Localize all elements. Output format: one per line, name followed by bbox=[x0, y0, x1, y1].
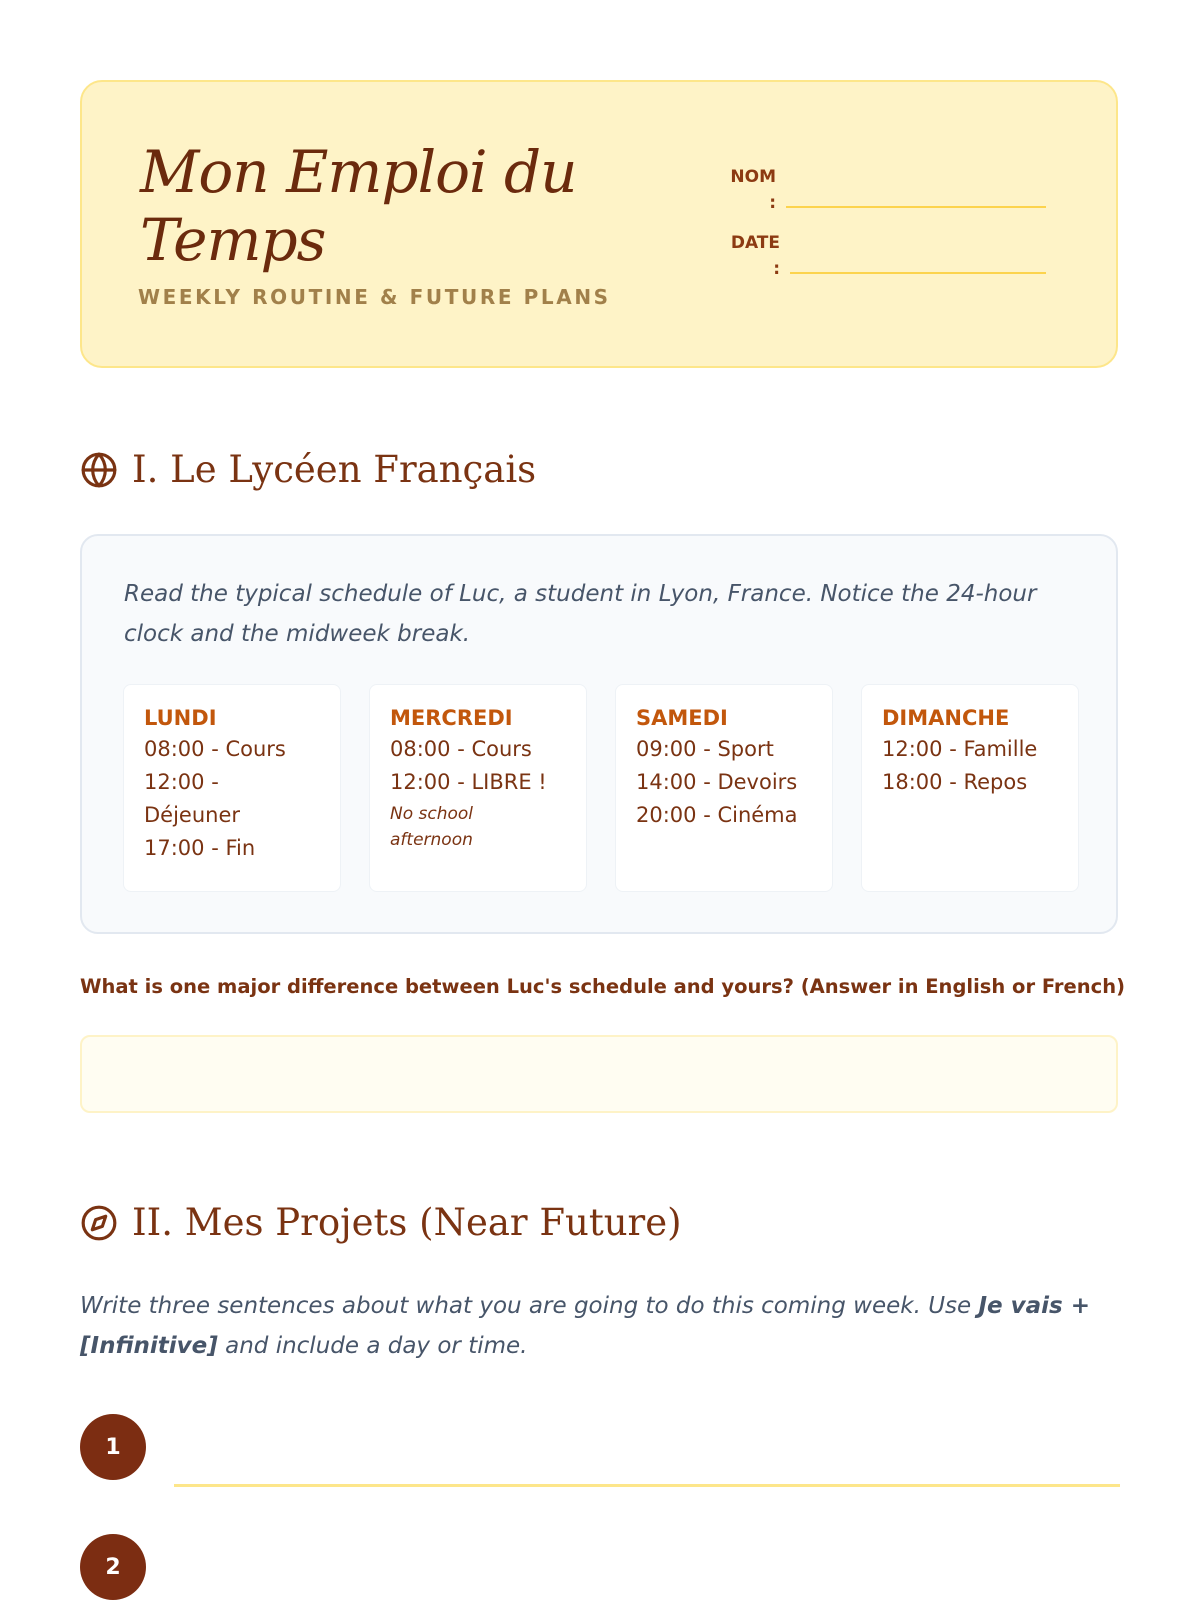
day-card-lundi bbox=[123, 684, 341, 892]
difference-question: What is one major difference between Luc's schedule and yours? (Answer in English or French) bbox=[80, 975, 1126, 998]
day-card-mercredi bbox=[369, 684, 587, 892]
day-name: DIMANCHE bbox=[882, 706, 1010, 730]
day-name: SAMEDI bbox=[636, 706, 728, 730]
name-field-label bbox=[722, 164, 776, 216]
schedule-entry: 12:00 - LIBRE ! bbox=[390, 770, 547, 794]
section-1-title: I. Le Lycéen Français bbox=[132, 448, 537, 491]
schedule-entry: 12:00 - Famille bbox=[882, 737, 1038, 761]
schedule-entry: 17:00 - Fin bbox=[144, 836, 256, 860]
page-title: Mon Emploi du Temps bbox=[140, 138, 577, 274]
instruction-text: Write three sentences about what you are going to do this coming week. Use bbox=[80, 1293, 979, 1319]
page-subtitle: WEEKLY ROUTINE & FUTURE PLANS bbox=[138, 285, 611, 309]
name-label-colon: : bbox=[769, 193, 776, 213]
schedule-entry: 20:00 - Cinéma bbox=[636, 803, 798, 827]
section-2-title: II. Mes Projets (Near Future) bbox=[132, 1201, 682, 1244]
globe-icon bbox=[80, 451, 118, 489]
compass-icon bbox=[80, 1204, 118, 1242]
day-card-samedi bbox=[615, 684, 833, 892]
schedule-intro: Read the typical schedule of Luc, a student in Lyon, France. Notice the 24-hour clock and the midweek break. bbox=[124, 581, 1037, 647]
section-1-heading bbox=[80, 448, 536, 491]
day-card-dimanche bbox=[861, 684, 1079, 892]
schedule-entry: 12:00 - Déjeuner bbox=[144, 770, 241, 827]
sentence-1-line[interactable] bbox=[174, 1484, 1120, 1487]
sentence-number-badge: 2 bbox=[80, 1534, 146, 1600]
schedule-entry: 14:00 - Devoirs bbox=[636, 770, 798, 794]
date-field[interactable] bbox=[790, 272, 1046, 274]
projects-instruction bbox=[80, 1286, 1120, 1366]
section-2-heading bbox=[80, 1201, 682, 1244]
schedule-entry: 08:00 - Cours bbox=[144, 737, 286, 761]
day-name: LUNDI bbox=[144, 706, 217, 730]
date-label-text: DATE bbox=[730, 233, 780, 253]
day-name: MERCREDI bbox=[390, 706, 513, 730]
schedule-entry: 18:00 - Repos bbox=[882, 770, 1028, 794]
name-field[interactable] bbox=[786, 206, 1046, 208]
date-field-label bbox=[722, 230, 780, 282]
schedule-box bbox=[80, 534, 1118, 934]
instruction-emphasis: Je vais + [Infinitive] bbox=[80, 1293, 1091, 1359]
schedule-entry: 09:00 - Sport bbox=[636, 737, 774, 761]
schedule-entry: 08:00 - Cours bbox=[390, 737, 532, 761]
sentence-number-badge: 1 bbox=[80, 1414, 146, 1480]
date-label-colon: : bbox=[773, 259, 780, 279]
header-card bbox=[80, 80, 1118, 368]
schedule-note: No school afternoon bbox=[390, 804, 474, 850]
name-label-text: NOM bbox=[730, 167, 776, 187]
answer-field[interactable] bbox=[80, 1035, 1118, 1113]
instruction-text-end: and include a day or time. bbox=[217, 1333, 528, 1359]
